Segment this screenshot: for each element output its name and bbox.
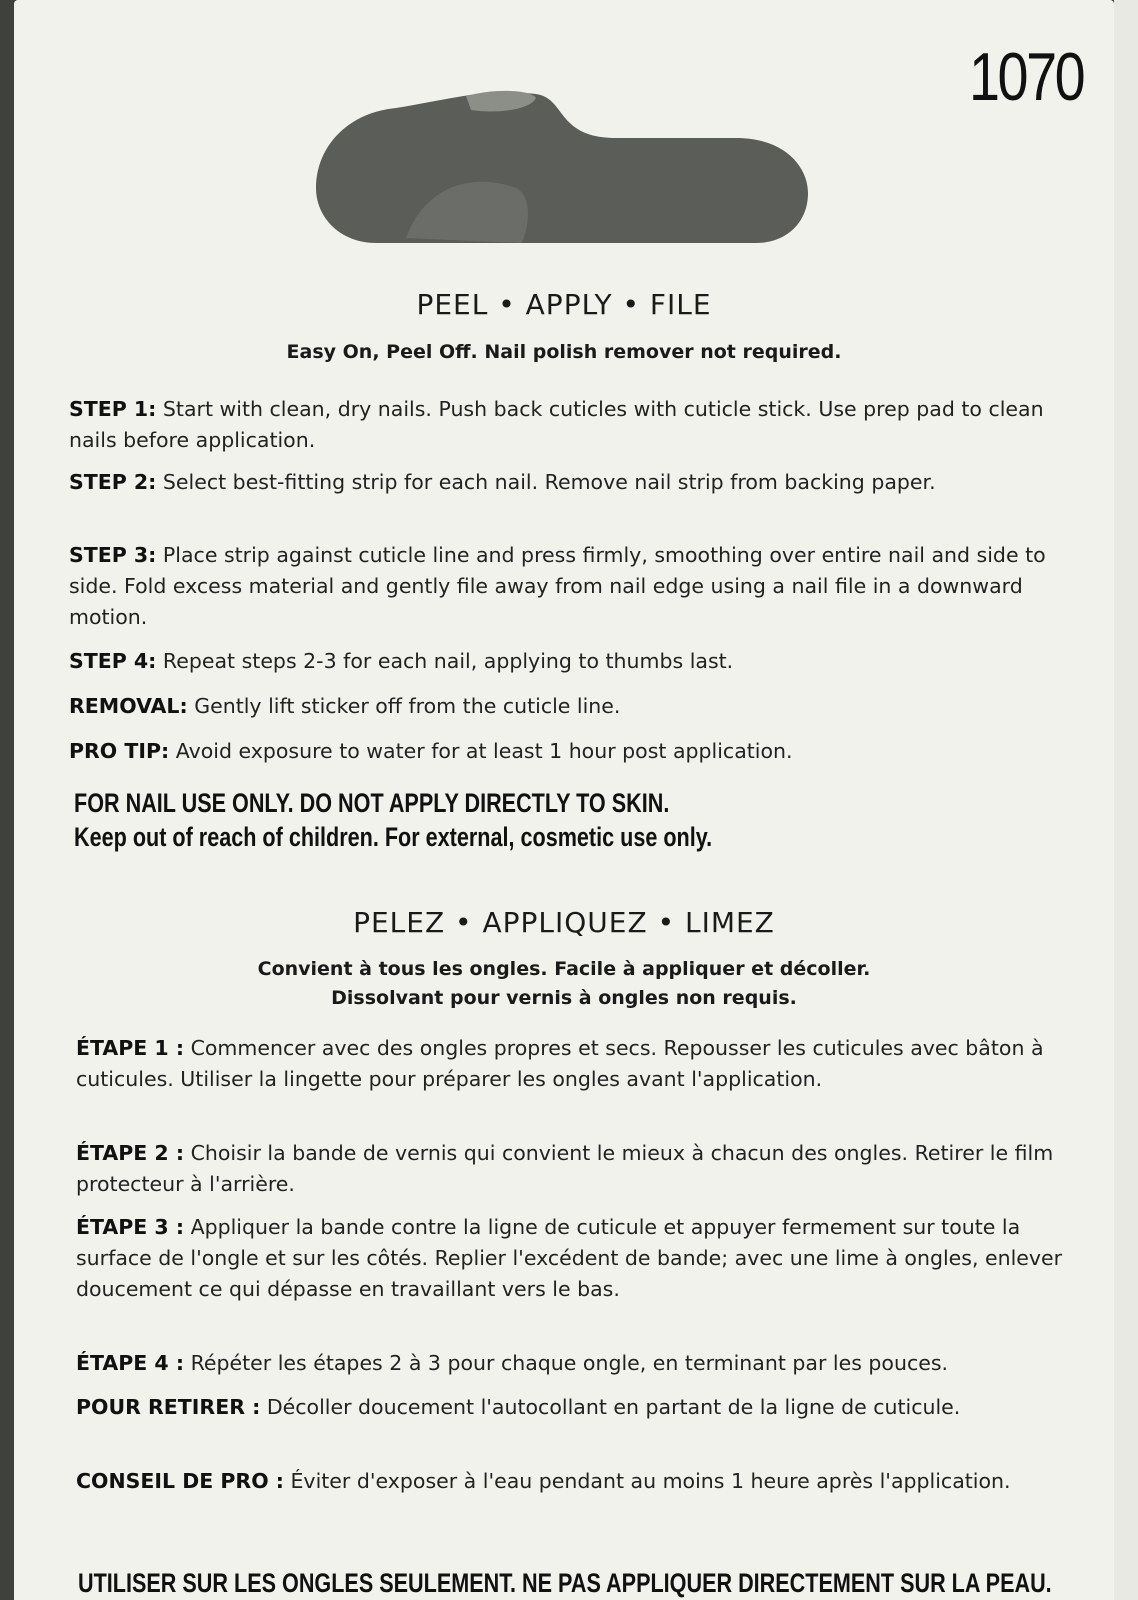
english-pro-tip [69,736,1069,767]
step-text: Avoid exposure to water for at least 1 hour post application. [175,739,793,763]
package-edge [1114,0,1138,1600]
hang-hole [316,88,808,248]
step-label: ÉTAPE 1 : [76,1036,185,1060]
french-warning-line-1: UTILISER SUR LES ONGLES SEULEMENT. NE PAS APPLIQUER DIRECTEMENT SUR LA PEAU. [78,1568,1052,1598]
french-step-2 [76,1138,1076,1200]
step-text: Repeat steps 2-3 for each nail, applying to thumbs last. [162,649,734,673]
french-step-4 [76,1348,1076,1379]
step-label: ÉTAPE 3 : [76,1215,185,1239]
step-label: CONSEIL DE PRO : [76,1469,284,1493]
step-text: Commencer avec des ongles propres et secs. Repousser les cuticules avec bâton à cuticules. Utiliser la lingette pour préparer les ongles avant l'application. [76,1036,1044,1091]
english-removal [69,691,1069,722]
step-label: ÉTAPE 2 : [76,1141,185,1165]
step-text: Place strip against cuticle line and press firmly, smoothing over entire nail and side to side. Fold excess material and gently file away from nail edge using a nail file in a downward motion. [69,543,1046,629]
english-step-2 [69,467,1069,498]
french-pro-tip [76,1466,1076,1497]
french-subheading-line-2: Dissolvant pour vernis à ongles non requis. [331,987,797,1009]
english-warning-line-2: Keep out of reach of children. For external, cosmetic use only. [74,822,713,852]
french-step-1 [76,1033,1076,1095]
french-subheading-line-1: Convient à tous les ongles. Facile à appliquer et décoller. [257,958,871,980]
step-text: Éviter d'exposer à l'eau pendant au moins 1 heure après l'application. [290,1469,1011,1493]
step-label: PRO TIP: [69,739,170,763]
french-heading: PELEZ • APPLIQUEZ • LIMEZ [353,906,775,939]
step-text: Start with clean, dry nails. Push back cuticles with cuticle stick. Use prep pad to clean nails before application. [69,397,1044,452]
step-label: POUR RETIRER : [76,1395,261,1419]
step-text: Choisir la bande de vernis qui convient le mieux à chacun des ongles. Retirer le film protecteur à l'arrière. [76,1141,1054,1196]
step-text: Répéter les étapes 2 à 3 pour chaque ongle, en terminant par les pouces. [190,1351,949,1375]
step-text: Gently lift sticker off from the cuticle line. [194,694,621,718]
product-number: 1070 [969,39,1084,115]
step-label: STEP 1: [69,397,157,421]
step-text: Appliquer la bande contre la ligne de cuticule et appuyer fermement sur toute la surface de l'ongle et sur les côtés. Replier l'excédent de bande; avec une lime à ongles, enlever doucement ce qui dépasse en travaillant vers le bas. [76,1215,1063,1301]
english-subheading: Easy On, Peel Off. Nail polish remover not required. [286,341,842,363]
english-warning-line-1: FOR NAIL USE ONLY. DO NOT APPLY DIRECTLY TO SKIN. [74,788,670,818]
english-heading: PEEL • APPLY • FILE [416,288,712,321]
step-label: STEP 4: [69,649,157,673]
english-step-3 [69,540,1069,633]
french-step-3 [76,1212,1076,1305]
english-step-1 [69,394,1069,456]
package-card [14,0,1114,1600]
english-step-4 [69,646,1069,677]
step-label: REMOVAL: [69,694,188,718]
step-text: Select best-fitting strip for each nail. Remove nail strip from backing paper. [162,470,936,494]
step-text: Décoller doucement l'autocollant en partant de la ligne de cuticule. [266,1395,961,1419]
step-label: STEP 3: [69,543,157,567]
french-removal [76,1392,1076,1423]
step-label: ÉTAPE 4 : [76,1351,185,1375]
step-label: STEP 2: [69,470,157,494]
